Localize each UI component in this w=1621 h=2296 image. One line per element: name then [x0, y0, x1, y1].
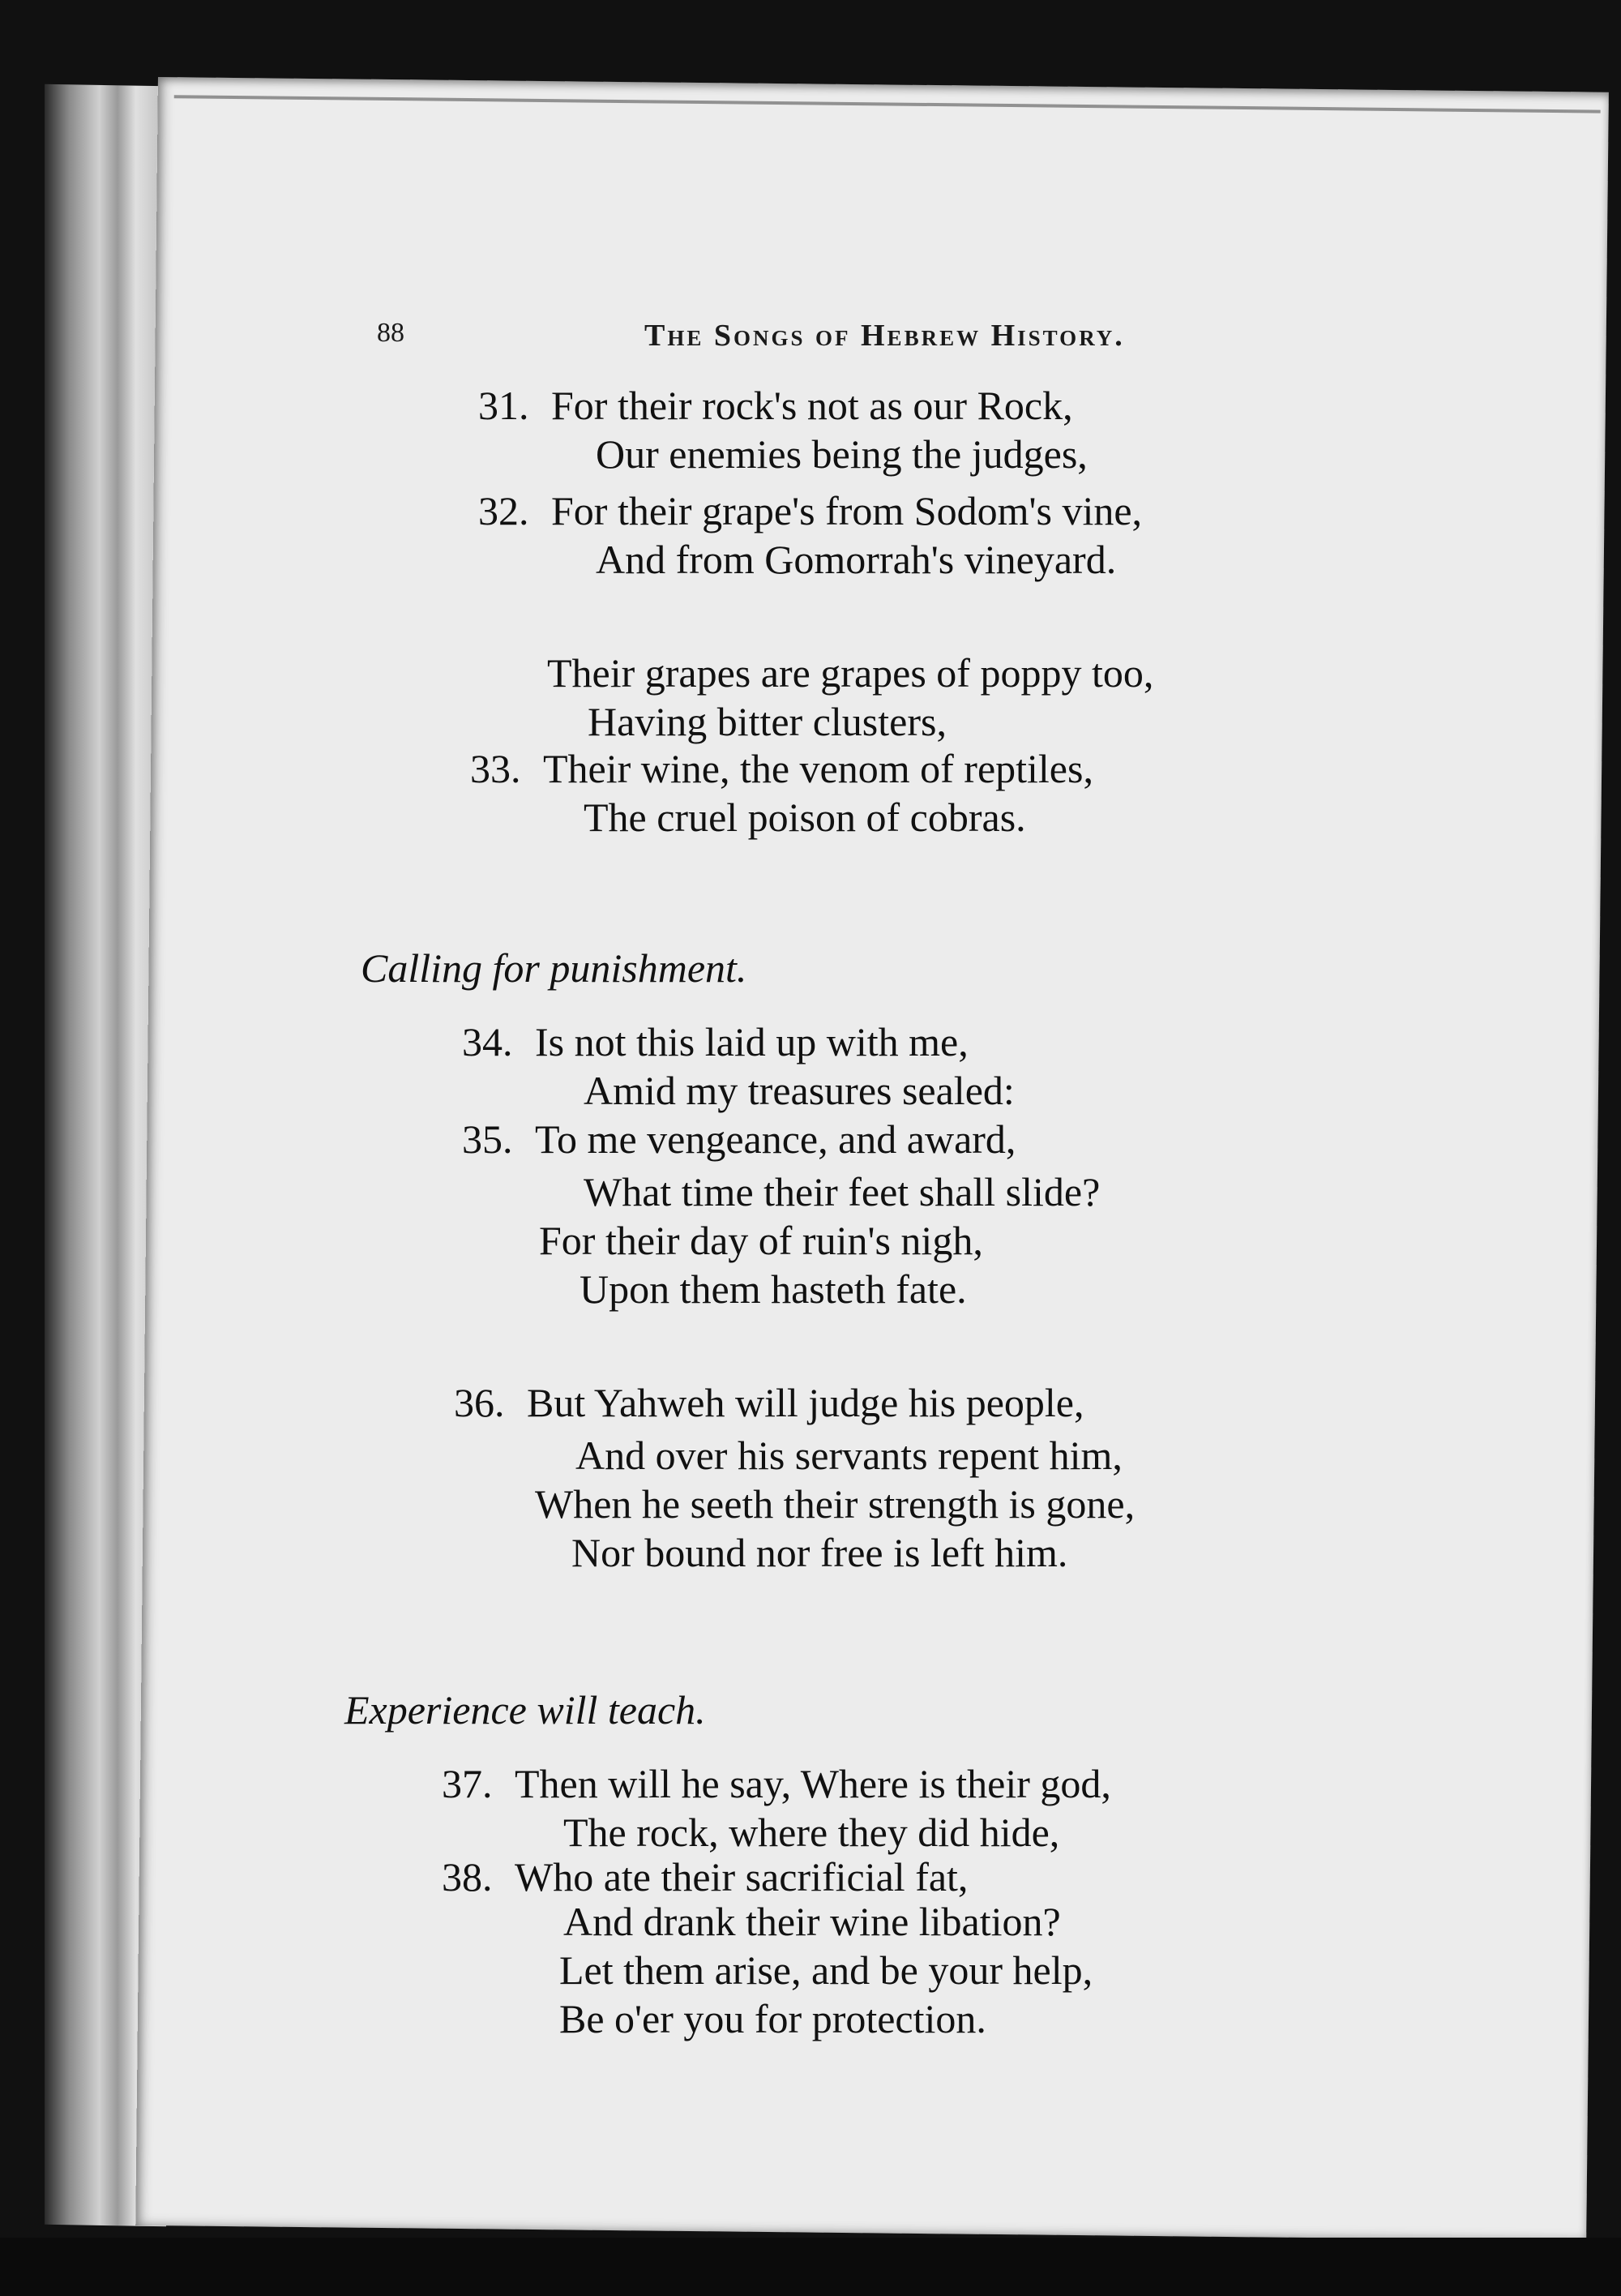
verse-line: [442, 1853, 968, 1901]
verse-text: Be o'er you for protection.: [559, 1996, 986, 2041]
verse-text: The rock, where they did hide,: [563, 1810, 1060, 1855]
verse-line: [462, 1115, 1016, 1163]
verse-line: [584, 1167, 1100, 1216]
verse-line: [584, 793, 1026, 842]
verse-number: 36.: [454, 1380, 505, 1425]
verse-text: For their rock's not as our Rock,: [551, 383, 1073, 428]
verse-text: And over his servants repent him,: [575, 1433, 1123, 1478]
verse-text: For their day of ruin's nigh,: [539, 1218, 983, 1263]
verse-text: Let them arise, and be your help,: [559, 1947, 1093, 1993]
verse-line: [478, 381, 1073, 430]
verse-text: The cruel poison of cobras.: [584, 795, 1026, 840]
running-title: The Songs of Hebrew History.: [644, 319, 1125, 353]
verse-line: [584, 1066, 1015, 1115]
verse-line: [442, 1759, 1111, 1808]
verse-number: 37.: [442, 1761, 493, 1806]
section-heading: Experience will teach.: [344, 1687, 706, 1733]
page-top-edge: [174, 95, 1601, 113]
verse-line: [575, 1431, 1123, 1480]
verse-line: [535, 1480, 1135, 1528]
verse-text: To me vengeance, and award,: [535, 1116, 1016, 1162]
verse-text: Their wine, the venom of reptiles,: [543, 746, 1093, 791]
verse-line: [563, 1897, 1061, 1946]
verse-line: [470, 744, 1093, 793]
verse-text: Is not this laid up with me,: [535, 1019, 969, 1064]
verse-line: [571, 1528, 1067, 1577]
verse-number: 35.: [462, 1116, 513, 1162]
verse-number: 34.: [462, 1019, 513, 1064]
verse-text: Having bitter clusters,: [588, 699, 947, 744]
verse-text: Their grapes are grapes of poppy too,: [547, 650, 1154, 696]
verse-number: 32.: [478, 488, 529, 533]
verse-text: Nor bound nor free is left him.: [571, 1530, 1068, 1575]
section-heading: Calling for punishment.: [361, 945, 747, 991]
verse-line: [588, 697, 947, 746]
page-number: 88: [377, 318, 404, 348]
verse-line: [547, 649, 1153, 697]
running-head: [377, 318, 1398, 366]
verse-line: [539, 1216, 983, 1265]
verse-text: For their grape's from Sodom's vine,: [551, 488, 1143, 533]
verse-line: [563, 1808, 1059, 1857]
verse-line: [580, 1265, 967, 1313]
verse-number: 33.: [470, 746, 521, 791]
verse-text: And from Gomorrah's vineyard.: [596, 537, 1117, 582]
verse-line: [559, 1946, 1093, 1994]
verse-line: [462, 1017, 969, 1066]
verse-line: [478, 486, 1142, 535]
scan-border: [0, 2238, 1621, 2296]
verse-number: 38.: [442, 1854, 493, 1900]
verse-text: Amid my treasures sealed:: [584, 1068, 1015, 1113]
verse-line: [596, 430, 1088, 478]
verse-text: When he seeth their strength is gone,: [535, 1481, 1136, 1527]
verse-text: But Yahweh will judge his people,: [527, 1380, 1084, 1425]
verse-text: And drank their wine libation?: [563, 1899, 1061, 1944]
verse-text: What time their feet shall slide?: [584, 1169, 1101, 1214]
verse-line: [454, 1378, 1084, 1427]
verse-text: Then will he say, Where is their god,: [515, 1761, 1111, 1806]
verse-text: Upon them hasteth fate.: [580, 1266, 967, 1312]
verse-number: 31.: [478, 383, 529, 428]
verse-text: Who ate their sacrificial fat,: [515, 1854, 969, 1900]
verse-text: Our enemies being the judges,: [596, 431, 1088, 477]
verse-line: [596, 535, 1116, 584]
verse-line: [559, 1994, 986, 2043]
